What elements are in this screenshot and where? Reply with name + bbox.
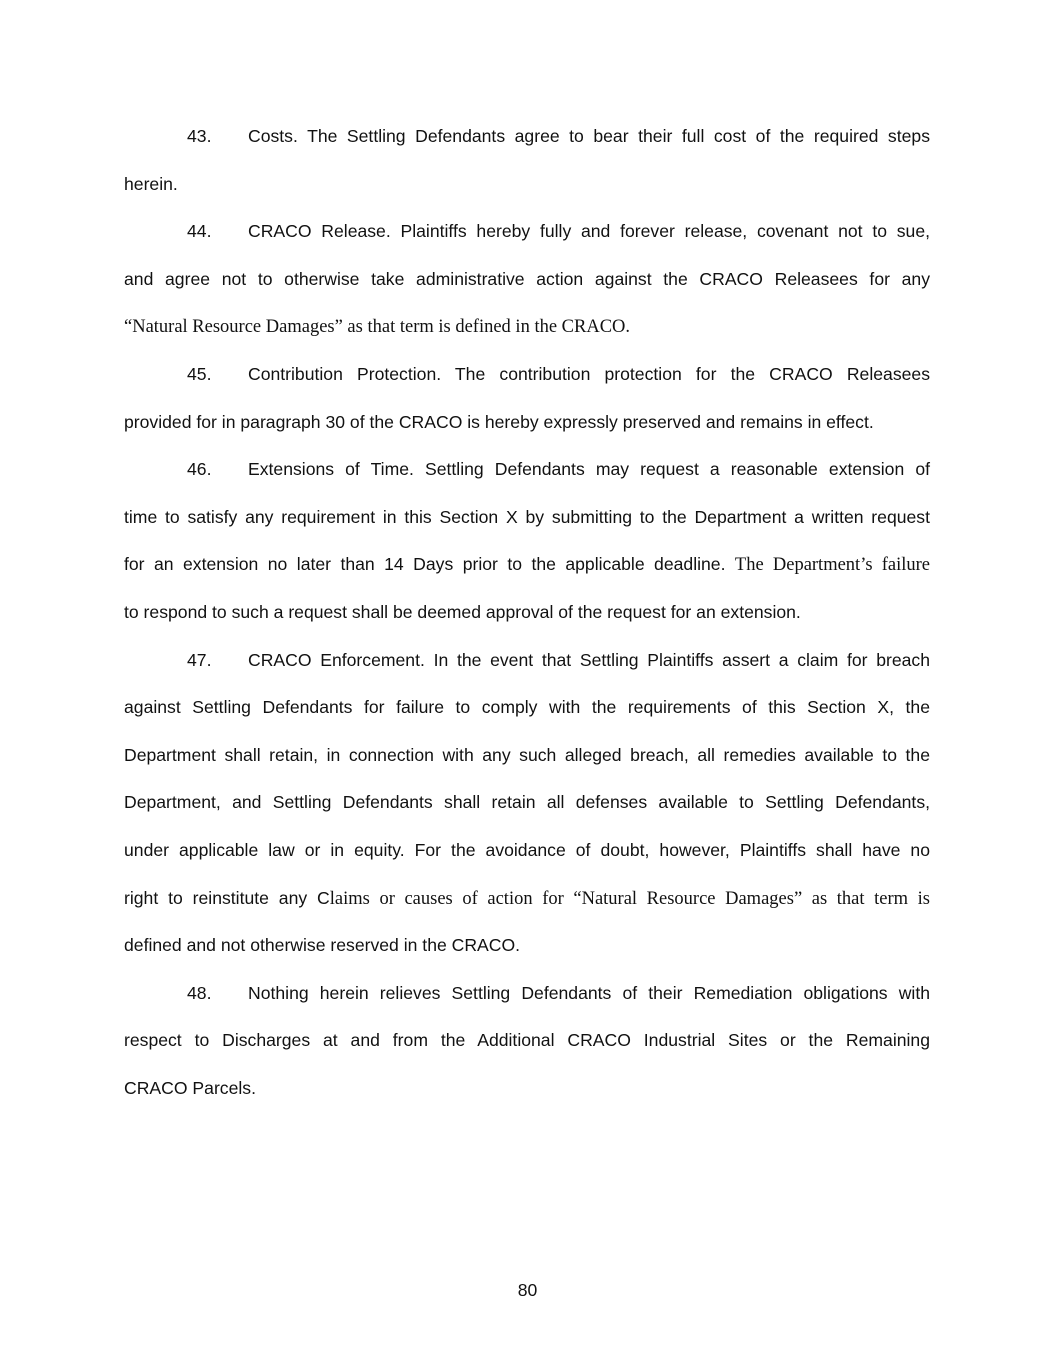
paragraph-number: 43.	[187, 126, 212, 146]
text-segment: right to reinstitute any C	[124, 887, 330, 908]
text-segment: CRACO Parcels.	[124, 1078, 256, 1098]
text-segment: herein.	[124, 173, 178, 194]
text-segment: CRACO Enforcement. In the event that Settling Plaintiffs assert a claim for breach	[248, 649, 930, 670]
text-segment: under applicable law or in equity. For the avoidance of doubt, however, Plaintiffs shall have no	[124, 840, 930, 860]
paragraph-line	[248, 980, 930, 1006]
paragraph-line	[248, 218, 930, 244]
text-segment: to respond to such a request shall be deemed approval of the request for an extension.	[124, 602, 801, 622]
paragraph-number: 44.	[187, 221, 212, 242]
paragraph-line	[124, 742, 930, 768]
paragraph-line	[124, 885, 930, 911]
paragraph-line	[124, 504, 930, 530]
text-segment: for an extension no later than 14 Days prior to the applicable deadline.	[124, 554, 735, 575]
text-segment: “Natural Resource Damages” as that term is defined in the CRACO.	[124, 317, 631, 338]
text-segment: and agree not to otherwise take administrative action against the CRACO Releasees for any	[124, 268, 930, 289]
paragraph-number: 47.	[187, 649, 212, 670]
text-segment: Extensions of Time. Settling Defendants may request a reasonable extension of	[248, 459, 930, 480]
text-segment: Contribution Protection. The contribution protection for the CRACO Releasees	[248, 364, 930, 384]
page-number: 80	[517, 1280, 538, 1300]
paragraph-line	[124, 837, 930, 863]
paragraph-line	[124, 551, 930, 577]
paragraph-line	[124, 313, 630, 339]
text-segment: Nothing herein relieves Settling Defendants of their Remediation obligations with	[248, 982, 930, 1003]
paragraph-number: 46.	[187, 459, 212, 480]
text-segment: provided for in paragraph 30 of the CRACO is hereby expressly preserved and remains in effect.	[124, 411, 874, 432]
paragraph-number: 45.	[187, 364, 212, 384]
paragraph-line	[248, 123, 930, 149]
paragraph-line	[124, 789, 930, 815]
text-segment: Costs. The Settling Defendants agree to bear their full cost of the required steps	[248, 126, 930, 146]
paragraph-line	[248, 647, 930, 673]
text-segment: Department, and Settling Defendants shall retain all defenses available to Settling Defendants,	[124, 792, 930, 813]
paragraph-line	[124, 1027, 930, 1053]
text-segment: The Department’s failure	[734, 555, 930, 576]
paragraph-number: 48.	[187, 982, 212, 1003]
text-segment: laims or causes of action for “Natural Resource Damages” as that term is	[329, 888, 930, 909]
paragraph-line	[124, 266, 930, 292]
paragraph-line	[124, 1075, 256, 1101]
text-segment: against Settling Defendants for failure to comply with the requirements of this Section X, the	[124, 697, 930, 718]
paragraph-line	[248, 361, 930, 387]
paragraph-line	[124, 932, 520, 958]
text-segment: defined and not otherwise reserved in the CRACO.	[124, 935, 521, 956]
text-segment: respect to Discharges at and from the Additional CRACO Industrial Sites or the Remaining	[124, 1030, 930, 1051]
paragraph-line	[248, 456, 930, 482]
paragraph-line	[124, 171, 178, 197]
paragraph-line	[124, 694, 930, 720]
text-segment: time to satisfy any requirement in this Section X by submitting to the Department a written request	[124, 506, 930, 527]
text-segment: CRACO Release. Plaintiffs hereby fully and forever release, covenant not to sue,	[248, 221, 930, 242]
text-segment: Department shall retain, in connection with any such alleged breach, all remedies available to the	[124, 744, 930, 765]
paragraph-line	[124, 409, 874, 435]
paragraph-line	[124, 599, 801, 625]
